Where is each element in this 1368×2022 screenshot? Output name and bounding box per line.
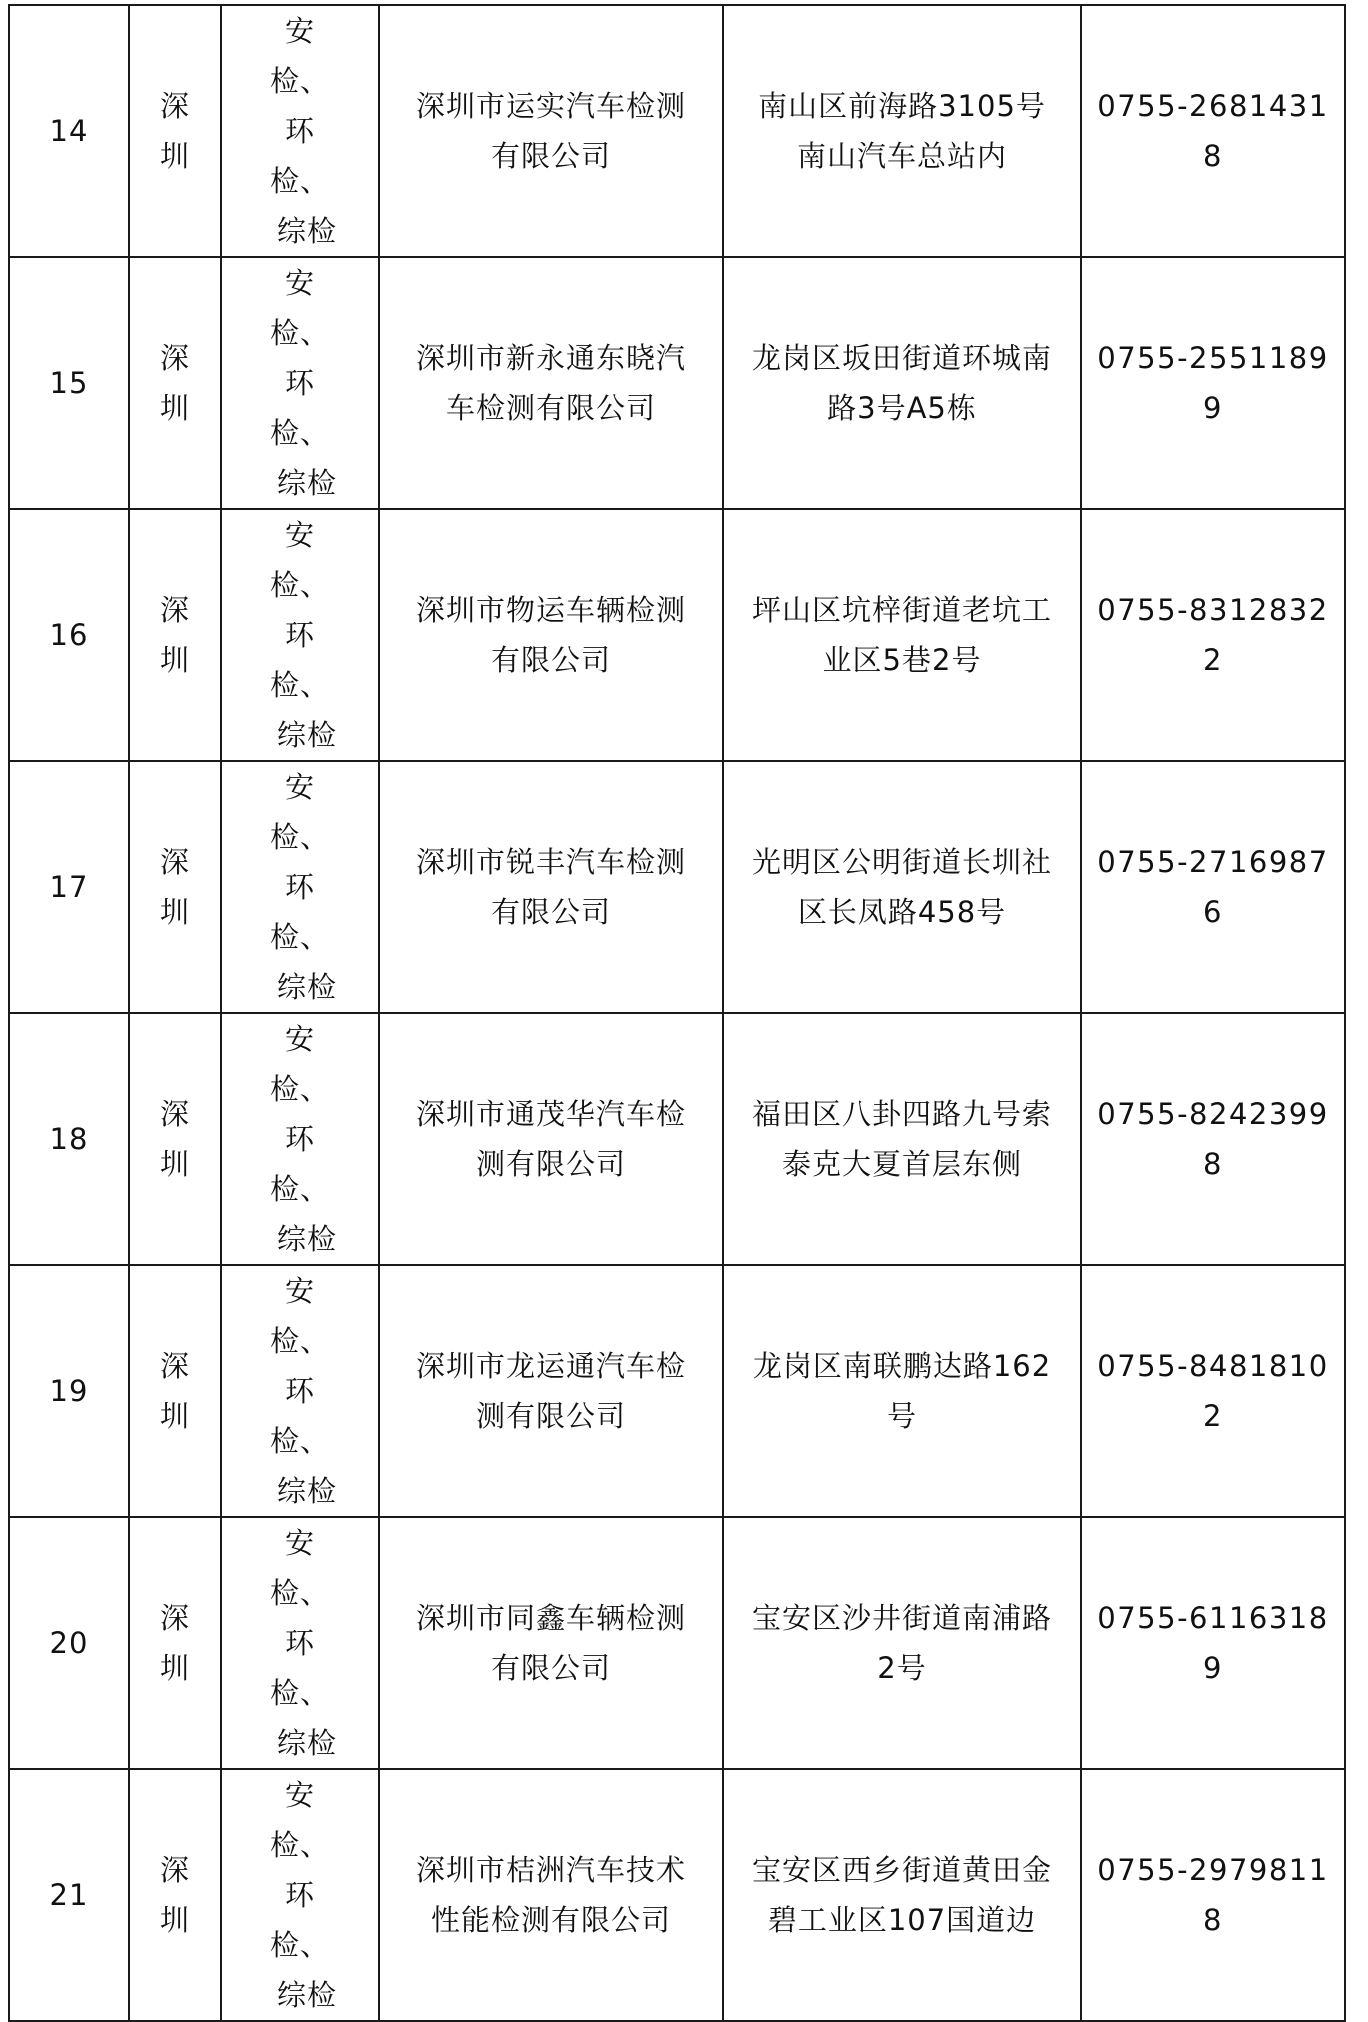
phone-cell xyxy=(1081,1517,1345,1769)
phone-line: 0755-6116318 xyxy=(1097,1601,1329,1635)
row-number: 14 xyxy=(49,114,89,148)
phone-line: 8 xyxy=(1203,139,1223,173)
company-name-line: 深圳市运实汽车检测 xyxy=(415,89,686,123)
company-name-line: 有限公司 xyxy=(490,643,611,677)
company-name-line: 测有限公司 xyxy=(475,1147,626,1181)
address-line: 号 xyxy=(886,1399,917,1433)
city-line: 深 xyxy=(159,1097,190,1131)
company-name-line: 深圳市新永通东晓汽 xyxy=(415,341,686,375)
address-cell xyxy=(723,509,1081,761)
row-number-cell xyxy=(9,5,129,257)
inspection-type-line: 安检、 xyxy=(269,14,330,98)
phone-cell xyxy=(1081,509,1345,761)
city-cell xyxy=(129,1769,221,2021)
inspection-type-line: 安检、 xyxy=(269,1022,330,1106)
city-cell xyxy=(129,1013,221,1265)
row-number: 17 xyxy=(49,870,89,904)
address-cell xyxy=(723,257,1081,509)
phone-line: 0755-8481810 xyxy=(1097,1349,1329,1383)
company-name-line: 有限公司 xyxy=(490,139,611,173)
city-line: 深 xyxy=(159,845,190,879)
city-line: 圳 xyxy=(159,391,190,425)
inspection-type-line: 安检、 xyxy=(269,1274,330,1358)
address-line: 宝安区西乡街道黄田金 xyxy=(751,1853,1052,1887)
inspection-station-table-container xyxy=(8,4,1346,2022)
inspection-type-line: 环检、 xyxy=(269,1626,330,1710)
company-name-cell xyxy=(379,1013,723,1265)
address-line: 南山区前海路3105号 xyxy=(758,89,1046,123)
company-name-line: 深圳市物运车辆检测 xyxy=(415,593,686,627)
row-number-cell xyxy=(9,761,129,1013)
company-name-cell xyxy=(379,257,723,509)
inspection-type-line: 综检 xyxy=(276,718,337,752)
city-line: 圳 xyxy=(159,1651,190,1685)
phone-line: 2 xyxy=(1203,1399,1223,1433)
address-line: 坪山区坑梓街道老坑工 xyxy=(751,593,1052,627)
address-line: 碧工业区107国道边 xyxy=(767,1903,1037,1937)
phone-cell xyxy=(1081,1013,1345,1265)
inspection-type-line: 安检、 xyxy=(269,266,330,350)
row-number: 20 xyxy=(49,1626,89,1660)
phone-line: 2 xyxy=(1203,643,1223,677)
company-name-line: 有限公司 xyxy=(490,895,611,929)
inspection-type-cell xyxy=(221,1769,379,2021)
company-name-cell xyxy=(379,5,723,257)
inspection-type-line: 环检、 xyxy=(269,870,330,954)
table-row xyxy=(9,1013,1345,1265)
address-cell xyxy=(723,5,1081,257)
table-row xyxy=(9,509,1345,761)
inspection-type-line: 环检、 xyxy=(269,1374,330,1458)
address-line: 宝安区沙井街道南浦路 xyxy=(751,1601,1052,1635)
inspection-type-line: 环检、 xyxy=(269,618,330,702)
company-name-line: 深圳市同鑫车辆检测 xyxy=(415,1601,686,1635)
inspection-type-line: 安检、 xyxy=(269,770,330,854)
city-line: 圳 xyxy=(159,139,190,173)
phone-cell xyxy=(1081,257,1345,509)
address-line: 南山汽车总站内 xyxy=(796,139,1007,173)
company-name-line: 性能检测有限公司 xyxy=(430,1903,671,1937)
address-line: 泰克大夏首层东侧 xyxy=(781,1147,1022,1181)
inspection-type-cell xyxy=(221,509,379,761)
row-number: 18 xyxy=(49,1122,89,1156)
company-name-cell xyxy=(379,1517,723,1769)
phone-cell xyxy=(1081,1265,1345,1517)
phone-line: 0755-2681431 xyxy=(1097,89,1329,123)
inspection-type-line: 安检、 xyxy=(269,1778,330,1862)
city-line: 圳 xyxy=(159,1147,190,1181)
city-cell xyxy=(129,761,221,1013)
row-number: 19 xyxy=(49,1374,89,1408)
phone-cell xyxy=(1081,1769,1345,2021)
row-number: 16 xyxy=(49,618,89,652)
company-name-line: 深圳市桔洲汽车技术 xyxy=(415,1853,686,1887)
phone-cell xyxy=(1081,5,1345,257)
city-line: 深 xyxy=(159,1349,190,1383)
table-row xyxy=(9,5,1345,257)
phone-line: 0755-2716987 xyxy=(1097,845,1329,879)
company-name-line: 有限公司 xyxy=(490,1651,611,1685)
address-cell xyxy=(723,1517,1081,1769)
inspection-type-line: 安检、 xyxy=(269,1526,330,1610)
phone-line: 9 xyxy=(1203,391,1223,425)
inspection-type-line: 环检、 xyxy=(269,366,330,450)
city-line: 深 xyxy=(159,1601,190,1635)
city-cell xyxy=(129,1265,221,1517)
address-line: 2号 xyxy=(877,1651,927,1685)
company-name-line: 车检测有限公司 xyxy=(445,391,656,425)
company-name-line: 深圳市锐丰汽车检测 xyxy=(415,845,686,879)
address-cell xyxy=(723,1265,1081,1517)
inspection-type-cell xyxy=(221,761,379,1013)
city-line: 圳 xyxy=(159,895,190,929)
company-name-cell xyxy=(379,761,723,1013)
address-cell xyxy=(723,761,1081,1013)
address-line: 福田区八卦四路九号索 xyxy=(751,1097,1052,1131)
address-line: 路3号A5栋 xyxy=(827,391,977,425)
city-line: 深 xyxy=(159,89,190,123)
company-name-cell xyxy=(379,1769,723,2021)
city-line: 圳 xyxy=(159,643,190,677)
row-number: 15 xyxy=(49,366,89,400)
inspection-type-line: 综检 xyxy=(276,466,337,500)
inspection-type-line: 综检 xyxy=(276,1222,337,1256)
address-line: 龙岗区坂田街道环城南 xyxy=(751,341,1052,375)
row-number-cell xyxy=(9,257,129,509)
row-number-cell xyxy=(9,1517,129,1769)
row-number: 21 xyxy=(49,1878,89,1912)
table-row xyxy=(9,1265,1345,1517)
table-row xyxy=(9,1517,1345,1769)
inspection-type-line: 环检、 xyxy=(269,1878,330,1962)
address-line: 光明区公明街道长圳社 xyxy=(751,845,1052,879)
table-row xyxy=(9,257,1345,509)
inspection-type-line: 环检、 xyxy=(269,1122,330,1206)
city-cell xyxy=(129,257,221,509)
company-name-cell xyxy=(379,509,723,761)
city-cell xyxy=(129,1517,221,1769)
city-cell xyxy=(129,5,221,257)
company-name-line: 深圳市龙运通汽车检 xyxy=(415,1349,686,1383)
inspection-type-cell xyxy=(221,1013,379,1265)
city-cell xyxy=(129,509,221,761)
phone-cell xyxy=(1081,761,1345,1013)
row-number-cell xyxy=(9,1265,129,1517)
inspection-type-cell xyxy=(221,1517,379,1769)
inspection-type-line: 综检 xyxy=(276,1978,337,2012)
row-number-cell xyxy=(9,1013,129,1265)
row-number-cell xyxy=(9,1769,129,2021)
phone-line: 8 xyxy=(1203,1903,1223,1937)
inspection-type-cell xyxy=(221,257,379,509)
inspection-type-line: 综检 xyxy=(276,1474,337,1508)
inspection-type-line: 安检、 xyxy=(269,518,330,602)
table-body xyxy=(9,5,1345,2021)
phone-line: 8 xyxy=(1203,1147,1223,1181)
inspection-type-line: 综检 xyxy=(276,214,337,248)
city-line: 圳 xyxy=(159,1399,190,1433)
company-name-line: 深圳市通茂华汽车检 xyxy=(415,1097,686,1131)
phone-line: 0755-2551189 xyxy=(1097,341,1329,375)
city-line: 深 xyxy=(159,1853,190,1887)
inspection-type-cell xyxy=(221,5,379,257)
city-line: 深 xyxy=(159,593,190,627)
city-line: 深 xyxy=(159,341,190,375)
inspection-type-line: 环检、 xyxy=(269,114,330,198)
company-name-line: 测有限公司 xyxy=(475,1399,626,1433)
address-line: 区长凤路458号 xyxy=(797,895,1007,929)
phone-line: 9 xyxy=(1203,1651,1223,1685)
phone-line: 0755-8312832 xyxy=(1097,593,1329,627)
inspection-station-table xyxy=(8,4,1346,2022)
company-name-cell xyxy=(379,1265,723,1517)
inspection-type-cell xyxy=(221,1265,379,1517)
inspection-type-line: 综检 xyxy=(276,1726,337,1760)
city-line: 圳 xyxy=(159,1903,190,1937)
address-cell xyxy=(723,1769,1081,2021)
address-line: 业区5巷2号 xyxy=(822,643,982,677)
phone-line: 6 xyxy=(1203,895,1223,929)
inspection-type-line: 综检 xyxy=(276,970,337,1004)
row-number-cell xyxy=(9,509,129,761)
table-row xyxy=(9,761,1345,1013)
table-row xyxy=(9,1769,1345,2021)
phone-line: 0755-2979811 xyxy=(1097,1853,1329,1887)
address-cell xyxy=(723,1013,1081,1265)
address-line: 龙岗区南联鹏达路162 xyxy=(752,1349,1052,1383)
phone-line: 0755-8242399 xyxy=(1097,1097,1329,1131)
